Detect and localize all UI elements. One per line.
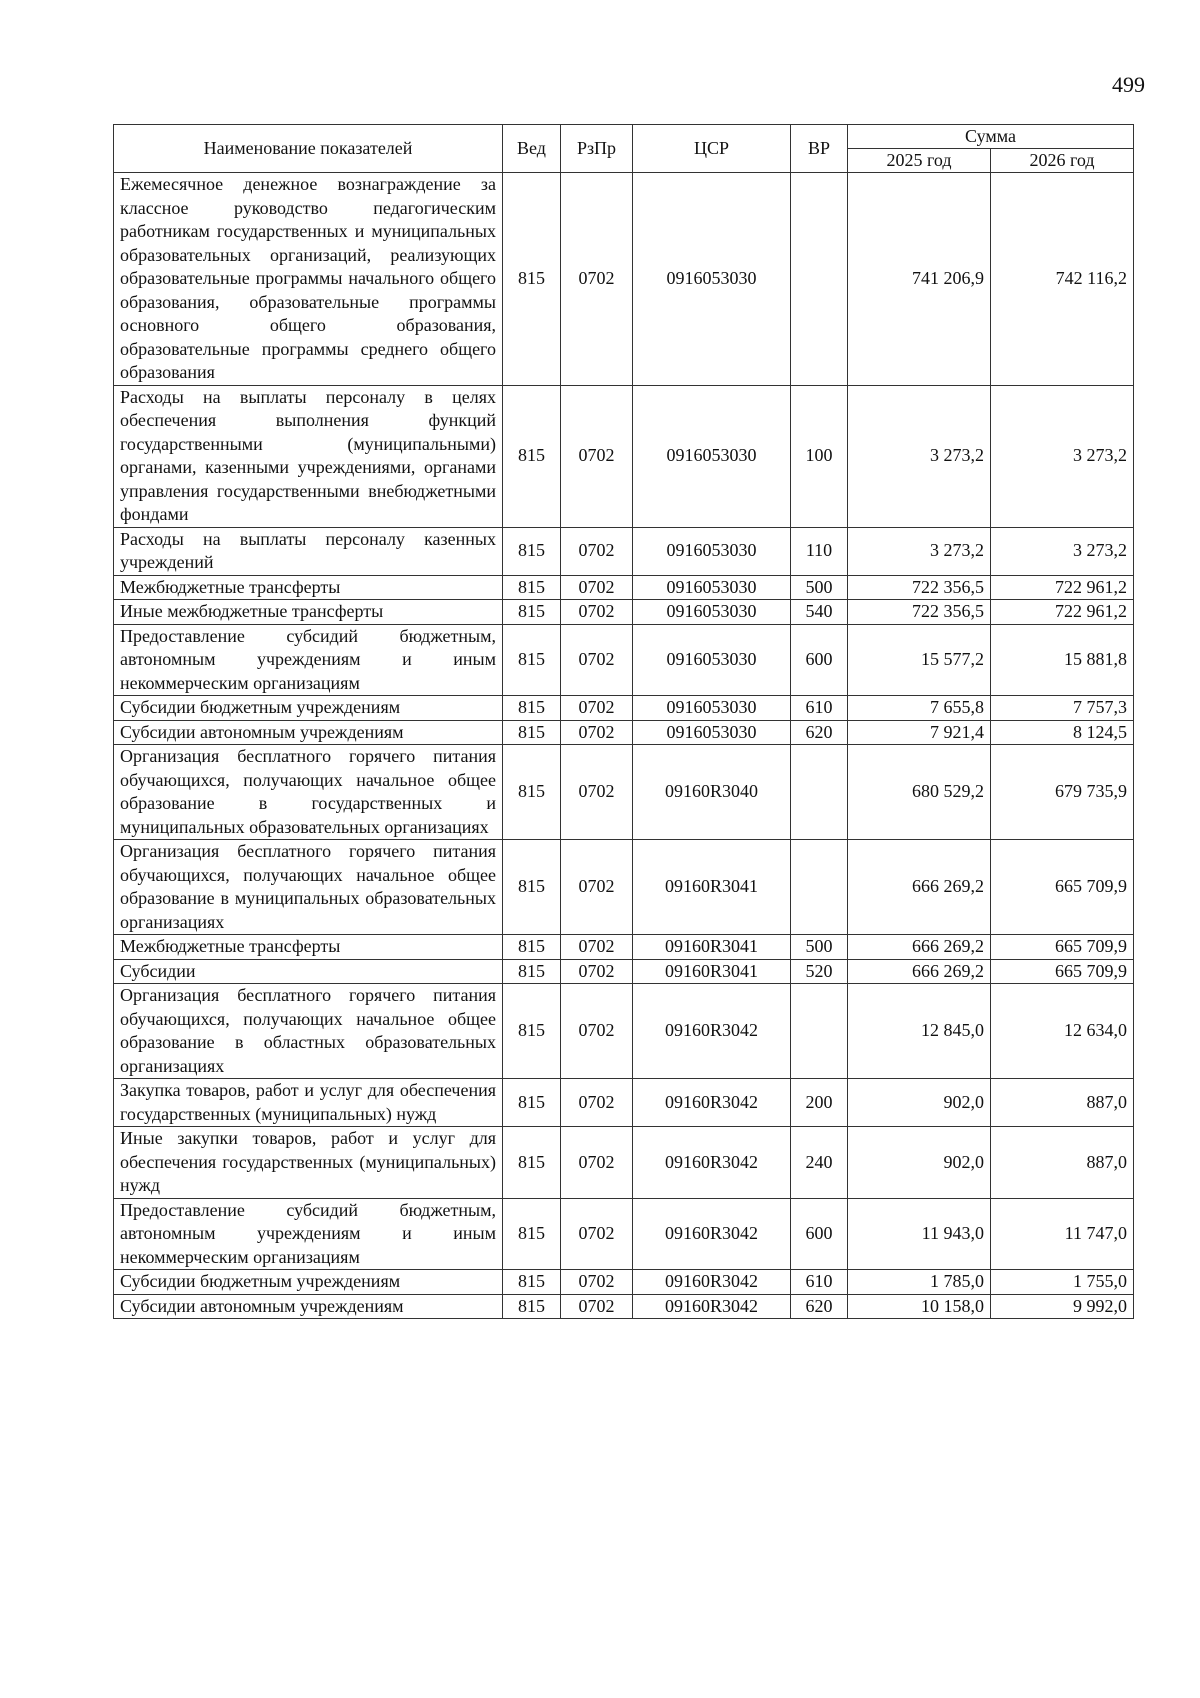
row-sum-2026: 742 116,2: [991, 173, 1134, 386]
row-sum-2025: 1 785,0: [848, 1270, 991, 1295]
row-rzpr: 0702: [561, 575, 633, 600]
row-vr: 540: [791, 600, 848, 625]
row-name: Иные закупки товаров, работ и услуг для обеспечения государственных (муниципальных) нужд: [114, 1127, 503, 1199]
row-sum-2025: 680 529,2: [848, 745, 991, 840]
row-sum-2026: 887,0: [991, 1127, 1134, 1199]
row-csr: 09160R3041: [633, 959, 791, 984]
table-row: [114, 1294, 1134, 1319]
table-row: [114, 959, 1134, 984]
row-rzpr: 0702: [561, 840, 633, 935]
row-ved: 815: [503, 1270, 561, 1295]
row-name: Субсидии бюджетным учреждениям: [114, 1270, 503, 1295]
row-csr: 0916053030: [633, 600, 791, 625]
row-rzpr: 0702: [561, 1127, 633, 1199]
row-sum-2026: 1 755,0: [991, 1270, 1134, 1295]
row-name: Межбюджетные трансферты: [114, 575, 503, 600]
row-ved: 815: [503, 696, 561, 721]
row-ved: 815: [503, 745, 561, 840]
row-rzpr: 0702: [561, 527, 633, 575]
table-row: [114, 935, 1134, 960]
row-csr: 0916053030: [633, 575, 791, 600]
row-name: Организация бесплатного горячего питания обучающихся, получающих начальное общее образование в государственных и муниципальных образовательных организациях: [114, 745, 503, 840]
row-sum-2025: 11 943,0: [848, 1198, 991, 1270]
table-row: [114, 173, 1134, 386]
row-rzpr: 0702: [561, 720, 633, 745]
row-rzpr: 0702: [561, 600, 633, 625]
row-rzpr: 0702: [561, 385, 633, 527]
row-csr: 0916053030: [633, 385, 791, 527]
table-row: [114, 1079, 1134, 1127]
row-name: Субсидии автономным учреждениям: [114, 720, 503, 745]
row-sum-2026: 15 881,8: [991, 624, 1134, 696]
row-csr: 0916053030: [633, 173, 791, 386]
row-vr: 500: [791, 935, 848, 960]
row-rzpr: 0702: [561, 696, 633, 721]
row-sum-2025: 666 269,2: [848, 935, 991, 960]
table-body: [114, 173, 1134, 1319]
row-vr: 620: [791, 720, 848, 745]
row-rzpr: 0702: [561, 745, 633, 840]
row-ved: 815: [503, 840, 561, 935]
row-sum-2025: 15 577,2: [848, 624, 991, 696]
row-rzpr: 0702: [561, 935, 633, 960]
row-name: Предоставление субсидий бюджетным, автономным учреждениям и иным некоммерческим организациям: [114, 1198, 503, 1270]
row-name: Расходы на выплаты персоналу в целях обеспечения выполнения функций государственными (муниципальными) органами, казенными учреждениями, органами управления государственными внебюджетными фондами: [114, 385, 503, 527]
row-rzpr: 0702: [561, 173, 633, 386]
table-row: [114, 984, 1134, 1079]
row-vr: 100: [791, 385, 848, 527]
row-csr: 09160R3042: [633, 1127, 791, 1199]
row-name: Иные межбюджетные трансферты: [114, 600, 503, 625]
row-sum-2026: 665 709,9: [991, 959, 1134, 984]
row-ved: 815: [503, 1127, 561, 1199]
row-sum-2025: 3 273,2: [848, 385, 991, 527]
row-sum-2025: 722 356,5: [848, 575, 991, 600]
row-csr: 09160R3042: [633, 1270, 791, 1295]
page-number: 499: [1112, 72, 1145, 97]
row-sum-2026: 11 747,0: [991, 1198, 1134, 1270]
table-row: [114, 1127, 1134, 1199]
row-sum-2025: 7 655,8: [848, 696, 991, 721]
row-name: Расходы на выплаты персоналу казенных учреждений: [114, 527, 503, 575]
row-sum-2026: 3 273,2: [991, 385, 1134, 527]
table-row: [114, 385, 1134, 527]
row-csr: 0916053030: [633, 720, 791, 745]
header-year-2025: 2025 год: [848, 149, 991, 173]
row-sum-2025: 722 356,5: [848, 600, 991, 625]
row-sum-2026: 722 961,2: [991, 600, 1134, 625]
row-name: Субсидии: [114, 959, 503, 984]
row-ved: 815: [503, 385, 561, 527]
row-vr: [791, 173, 848, 386]
row-vr: 610: [791, 1270, 848, 1295]
table-row: [114, 575, 1134, 600]
row-vr: 600: [791, 1198, 848, 1270]
row-sum-2025: 3 273,2: [848, 527, 991, 575]
row-vr: 620: [791, 1294, 848, 1319]
row-vr: 600: [791, 624, 848, 696]
row-csr: 09160R3042: [633, 984, 791, 1079]
row-sum-2026: 722 961,2: [991, 575, 1134, 600]
table-row: [114, 600, 1134, 625]
header-ved: Вед: [503, 125, 561, 173]
row-ved: 815: [503, 575, 561, 600]
row-sum-2025: 10 158,0: [848, 1294, 991, 1319]
row-csr: 09160R3042: [633, 1198, 791, 1270]
table-row: [114, 1198, 1134, 1270]
row-rzpr: 0702: [561, 1294, 633, 1319]
row-name: Субсидии автономным учреждениям: [114, 1294, 503, 1319]
row-ved: 815: [503, 984, 561, 1079]
header-csr: ЦСР: [633, 125, 791, 173]
row-sum-2026: 7 757,3: [991, 696, 1134, 721]
table-row: [114, 720, 1134, 745]
row-sum-2026: 665 709,9: [991, 840, 1134, 935]
row-sum-2025: 902,0: [848, 1079, 991, 1127]
row-sum-2025: 666 269,2: [848, 840, 991, 935]
row-csr: 09160R3040: [633, 745, 791, 840]
row-vr: 610: [791, 696, 848, 721]
row-rzpr: 0702: [561, 1270, 633, 1295]
table-row: [114, 696, 1134, 721]
row-name: Субсидии бюджетным учреждениям: [114, 696, 503, 721]
row-sum-2025: 12 845,0: [848, 984, 991, 1079]
row-rzpr: 0702: [561, 624, 633, 696]
header-rzpr: РзПр: [561, 125, 633, 173]
header-name: Наименование показателей: [114, 125, 503, 173]
table-row: [114, 624, 1134, 696]
row-rzpr: 0702: [561, 1198, 633, 1270]
row-vr: 240: [791, 1127, 848, 1199]
row-csr: 09160R3041: [633, 840, 791, 935]
row-ved: 815: [503, 959, 561, 984]
row-ved: 815: [503, 624, 561, 696]
row-ved: 815: [503, 1079, 561, 1127]
row-sum-2026: 665 709,9: [991, 935, 1134, 960]
row-sum-2026: 12 634,0: [991, 984, 1134, 1079]
row-name: Организация бесплатного горячего питания обучающихся, получающих начальное общее образование в областных образовательных организациях: [114, 984, 503, 1079]
row-sum-2025: 741 206,9: [848, 173, 991, 386]
table-row: [114, 527, 1134, 575]
row-rzpr: 0702: [561, 984, 633, 1079]
row-name: Межбюджетные трансферты: [114, 935, 503, 960]
table-row: [114, 840, 1134, 935]
row-vr: 520: [791, 959, 848, 984]
table-row: [114, 745, 1134, 840]
row-ved: 815: [503, 720, 561, 745]
row-sum-2025: 902,0: [848, 1127, 991, 1199]
row-sum-2025: 7 921,4: [848, 720, 991, 745]
row-csr: 0916053030: [633, 696, 791, 721]
header-year-2026: 2026 год: [991, 149, 1134, 173]
header-vr: ВР: [791, 125, 848, 173]
row-sum-2026: 9 992,0: [991, 1294, 1134, 1319]
row-name: Предоставление субсидий бюджетным, автономным учреждениям и иным некоммерческим организациям: [114, 624, 503, 696]
row-rzpr: 0702: [561, 1079, 633, 1127]
row-vr: [791, 745, 848, 840]
row-vr: [791, 984, 848, 1079]
row-csr: 0916053030: [633, 624, 791, 696]
row-name: Ежемесячное денежное вознаграждение за классное руководство педагогическим работникам государственных и муниципальных образовательных организаций, реализующих образовательные программы начального общего образования, образовательные программы основного общего образования, образовательные программы среднего общего образования: [114, 173, 503, 386]
row-vr: 110: [791, 527, 848, 575]
row-name: Организация бесплатного горячего питания обучающихся, получающих начальное общее образование в муниципальных образовательных организациях: [114, 840, 503, 935]
row-csr: 09160R3042: [633, 1079, 791, 1127]
row-name: Закупка товаров, работ и услуг для обеспечения государственных (муниципальных) нужд: [114, 1079, 503, 1127]
row-ved: 815: [503, 935, 561, 960]
row-vr: 200: [791, 1079, 848, 1127]
row-ved: 815: [503, 1294, 561, 1319]
row-sum-2026: 8 124,5: [991, 720, 1134, 745]
budget-table: [113, 124, 1134, 1319]
row-csr: 09160R3041: [633, 935, 791, 960]
row-ved: 815: [503, 527, 561, 575]
header-sum: Сумма: [848, 125, 1134, 149]
row-ved: 815: [503, 600, 561, 625]
table-header: [114, 125, 1134, 173]
row-ved: 815: [503, 1198, 561, 1270]
row-ved: 815: [503, 173, 561, 386]
table-row: [114, 1270, 1134, 1295]
row-csr: 0916053030: [633, 527, 791, 575]
row-sum-2026: 887,0: [991, 1079, 1134, 1127]
row-sum-2026: 679 735,9: [991, 745, 1134, 840]
row-csr: 09160R3042: [633, 1294, 791, 1319]
row-vr: 500: [791, 575, 848, 600]
row-sum-2026: 3 273,2: [991, 527, 1134, 575]
row-vr: [791, 840, 848, 935]
row-sum-2025: 666 269,2: [848, 959, 991, 984]
row-rzpr: 0702: [561, 959, 633, 984]
